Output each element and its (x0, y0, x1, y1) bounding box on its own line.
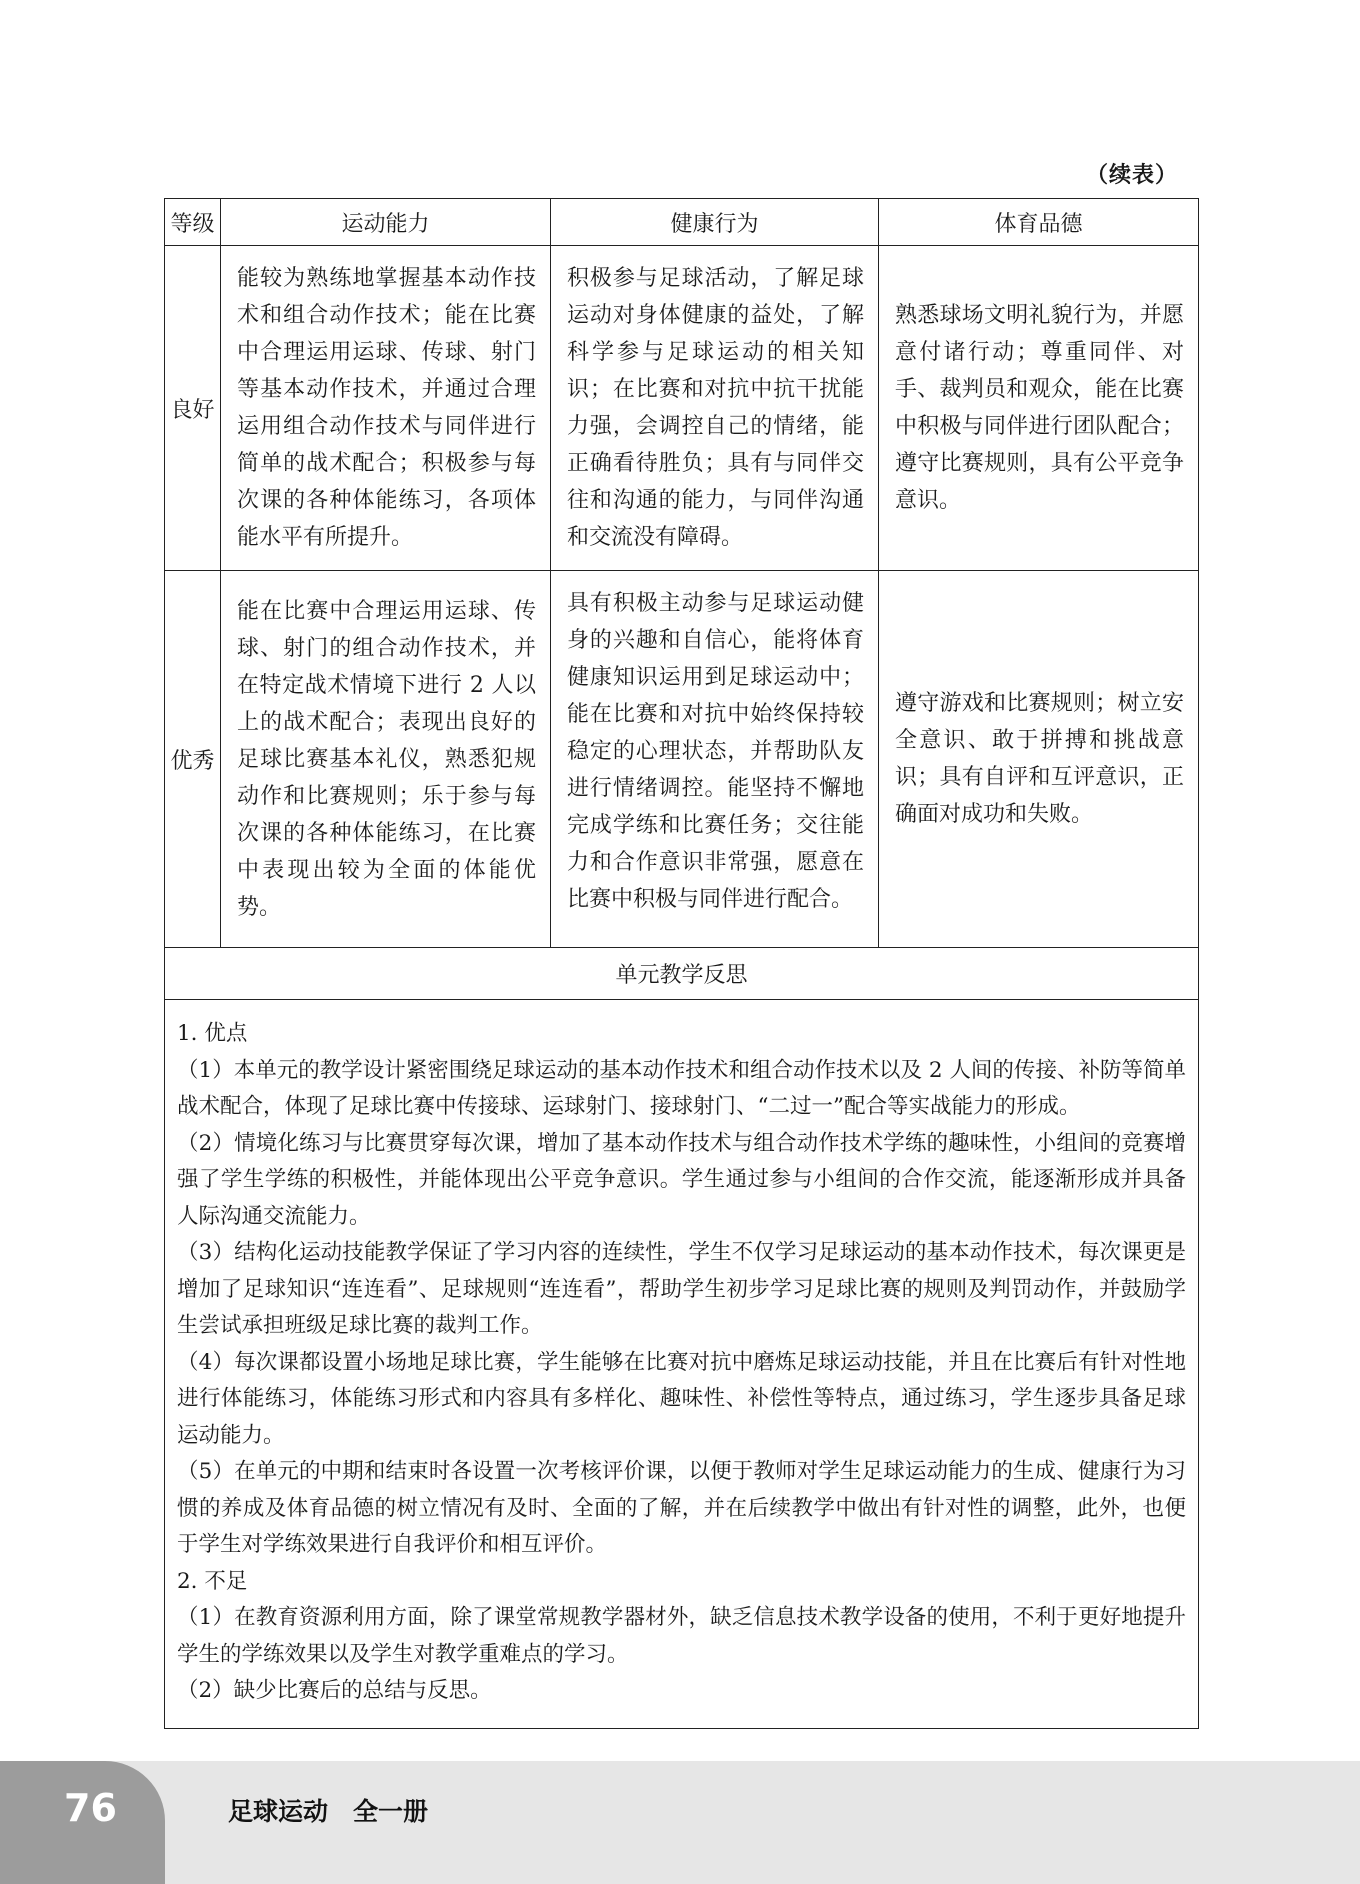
header-level: 等级 (165, 199, 221, 246)
reflection-title-row (165, 948, 1199, 1000)
level-excellent: 优秀 (165, 571, 221, 948)
header-motor-ability: 运动能力 (221, 199, 551, 246)
table-row-good (165, 246, 1199, 571)
good-sports-ethics: 熟悉球场文明礼貌行为，并愿意付诸行动；尊重同伴、对手、裁判员和观众，能在比赛中积极与同伴进行团队配合；遵守比赛规则，具有公平竞争意识。 (879, 246, 1199, 571)
reflection-line-strength-1: （1）本单元的教学设计紧密围绕足球运动的基本动作技术和组合动作技术以及 2 人间的传接、补防等简单战术配合，体现了足球比赛中传接球、运球射门、接球射门、“二过一”配合等实战能力的形成。 (177, 1057, 1186, 1119)
reflection-line-weakness-2: （2）缺少比赛后的总结与反思。 (177, 1678, 492, 1703)
reflection-line-strengths-heading: 1. 优点 (177, 1021, 248, 1046)
good-health-behavior: 积极参与足球活动，了解足球运动对身体健康的益处，了解科学参与足球运动的相关知识；在比赛和对抗中抗干扰能力强，会调控自己的情绪，能正确看待胜负；具有与同伴交往和沟通的能力，与同伴沟通和交流没有障碍。 (551, 246, 879, 571)
excellent-health-behavior: 具有积极主动参与足球运动健身的兴趣和自信心，能将体育健康知识运用到足球运动中；能在比赛和对抗中始终保持较稳定的心理状态，并帮助队友进行情绪调控。能坚持不懈地完成学练和比赛任务；交往能力和合作意识非常强，愿意在比赛中积极与同伴进行配合。 (551, 571, 879, 948)
reflection-row (165, 1000, 1199, 1729)
table-header-row (165, 199, 1199, 246)
level-good: 良好 (165, 246, 221, 571)
reflection-line-weakness-1: （1）在教育资源利用方面，除了课堂常规教学器材外，缺乏信息技术教学设备的使用，不利于更好地提升学生的学练效果以及学生对教学重难点的学习。 (177, 1605, 1186, 1667)
excellent-sports-ethics: 遵守游戏和比赛规则；树立安全意识、敢于拼搏和挑战意识；具有自评和互评意识，正确面对成功和失败。 (879, 571, 1199, 948)
continued-label: （续表） (1086, 163, 1179, 188)
reflection-line-strength-3: （3）结构化运动技能教学保证了学习内容的连续性，学生不仅学习足球运动的基本动作技术，每次课更是增加了足球知识“连连看”、足球规则“连连看”，帮助学生初步学习足球比赛的规则及判罚动作，并鼓励学生尝试承担班级足球比赛的裁判工作。 (177, 1240, 1186, 1338)
reflection-line-strength-4: （4）每次课都设置小场地足球比赛，学生能够在比赛对抗中磨炼足球运动技能，并且在比赛后有针对性地进行体能练习，体能练习形式和内容具有多样化、趣味性、补偿性等特点，通过练习，学生逐步具备足球运动能力。 (177, 1349, 1186, 1448)
reflection-line-strength-2: （2）情境化练习与比赛贯穿每次课，增加了基本动作技术与组合动作技术学练的趣味性，小组间的竞赛增强了学生学练的积极性，并能体现出公平竞争意识。学生通过参与小组间的合作交流，能逐渐形成并具备人际沟通交流能力。 (177, 1130, 1186, 1229)
footer-band (0, 1761, 1360, 1884)
table-row-excellent (165, 571, 1199, 948)
evaluation-table (164, 198, 1199, 1729)
header-health-behavior: 健康行为 (551, 199, 879, 246)
good-motor-ability: 能较为熟练地掌握基本动作技术和组合动作技术；能在比赛中合理运用运球、传球、射门等基本动作技术，并通过合理运用组合动作技术与同伴进行简单的战术配合；积极参与每次课的各种体能练习，各项体能水平有所提升。 (221, 246, 551, 571)
page-number: 76 (64, 1786, 117, 1830)
reflection-line-weaknesses-heading: 2. 不足 (177, 1568, 248, 1594)
reflection-content (165, 1000, 1199, 1729)
reflection-line-strength-5: （5）在单元的中期和结束时各设置一次考核评价课，以便于教师对学生足球运动能力的生成、健康行为习惯的养成及体育品德的树立情况有及时、全面的了解，并在后续教学中做出有针对性的调整，此外，也便于学生对学练效果进行自我评价和相互评价。 (177, 1459, 1186, 1557)
header-sports-ethics: 体育品德 (879, 199, 1199, 246)
reflection-title: 单元教学反思 (165, 948, 1199, 1000)
book-title: 足球运动 全一册 (228, 1797, 429, 1826)
excellent-motor-ability: 能在比赛中合理运用运球、传球、射门的组合动作技术，并在特定战术情境下进行 2 人以上的战术配合；表现出良好的足球比赛基本礼仪，熟悉犯规动作和比赛规则；乐于参与每次课的各种体能练习，在比赛中表现出较为全面的体能优势。 (221, 571, 551, 948)
